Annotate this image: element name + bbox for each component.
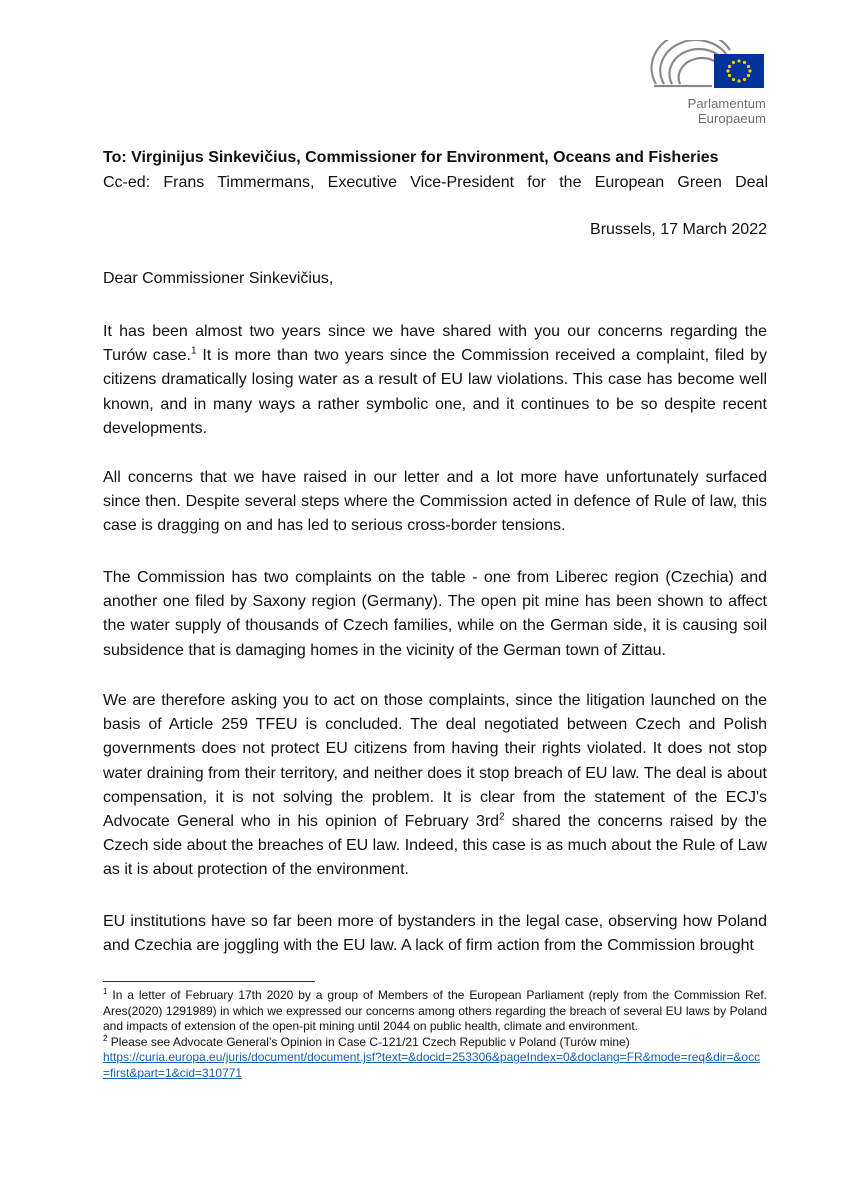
parliament-emblem-icon [650,40,766,92]
paragraph-4-text-a: We are therefore asking you to act on those complaints, since the litigation launched on the basis of Article 259 TFEU is concluded. The deal negotiated between Czech and Polish governments does not protect EU citizens from having their rights violated. It does not stop water draining from their territory, and neither does it stop breach of EU law. The deal is about compensation, it is not solving the problem. It is clear from the statement of the ECJ's Advocate General who in his opinion of February 3rd [103,692,767,831]
footnote-divider [103,981,315,982]
footnote-2-number: 2 [103,1033,108,1043]
paragraph-4-text-b: shared the concerns raised by the Czech side about the breaches of EU law. Indeed, this case is as much about the Rule of Law as it is about protection of the environment. [103,813,768,879]
european-parliament-logo [620,40,770,126]
footnote-1 [103,988,767,1035]
footnote-1-text: In a letter of February 17th 2020 by a group of Members of the European Parliament (reply from the Commission Ref. Ares(2020) 1291989) in which we expressed our concerns among others regarding the breach of several EU laws by Poland and impacts of extension of the open-pit mining until 2044 on public health, climate and environment. [103,988,767,1033]
paragraph-3: The Commission has two complaints on the table - one from Liberec region (Czechia) and another one filed by Saxony region (Germany). The open pit mine has been shown to affect the water supply of thousands of Czech families, while on the German side, it is causing soil subsidence that is damaging homes in the vicinity of the German town of Zittau. [103,569,767,659]
logo-caption: Parlamentum Europaeum [687,96,766,126]
paragraph-4 [103,689,767,883]
letter-date: Brussels, 17 March 2022 [590,221,767,238]
recipient-to: To: Virginijus Sinkevičius, Commissioner for Environment, Oceans and Fisheries [103,149,719,166]
recipient-cc: Cc-ed: Frans Timmermans, Executive Vice-President for the European Green Deal [103,174,768,191]
paragraph-2: All concerns that we have raised in our letter and a lot more have unfortunately surfaced since then. Despite several steps where the Commission acted in defence of Rule of law, this case is dragging on and has led to serious cross-border tensions. [103,469,767,535]
curia-document-link[interactable]: https://curia.europa.eu/juris/document/document.jsf?text=&docid=253306&pageIndex=0&doclang=FR&mode=req&dir=&occ=first&part=1&cid=310771 [103,1050,761,1080]
paragraph-5: EU institutions have so far been more of bystanders in the legal case, observing how Poland and Czechia are joggling with the EU law. A lack of firm action from the Commission brought [103,913,767,955]
footnote-ref-2: 2 [499,811,505,823]
paragraph-1 [103,320,767,441]
footnote-2 [103,1035,767,1082]
paragraph-1-text-b: It is more than two years since the Commission received a complaint, filed by citizens dramatically losing water as a result of EU law violations. This case has become well known, and in many ways a rather symbolic one, and it continues to be so despite recent developments. [103,347,768,437]
footnote-2-text: Please see Advocate General’s Opinion in Case C-121/21 Czech Republic v Poland (Turów mine) [107,1034,630,1049]
footnote-1-number: 1 [103,987,108,996]
footnotes [103,988,767,1081]
salutation: Dear Commissioner Sinkevičius, [103,270,334,287]
paragraph-1-text-a: It has been almost two years since we have shared with you our concerns regarding the Turów case. [103,323,767,365]
footnote-ref-1: 1 [190,345,197,357]
